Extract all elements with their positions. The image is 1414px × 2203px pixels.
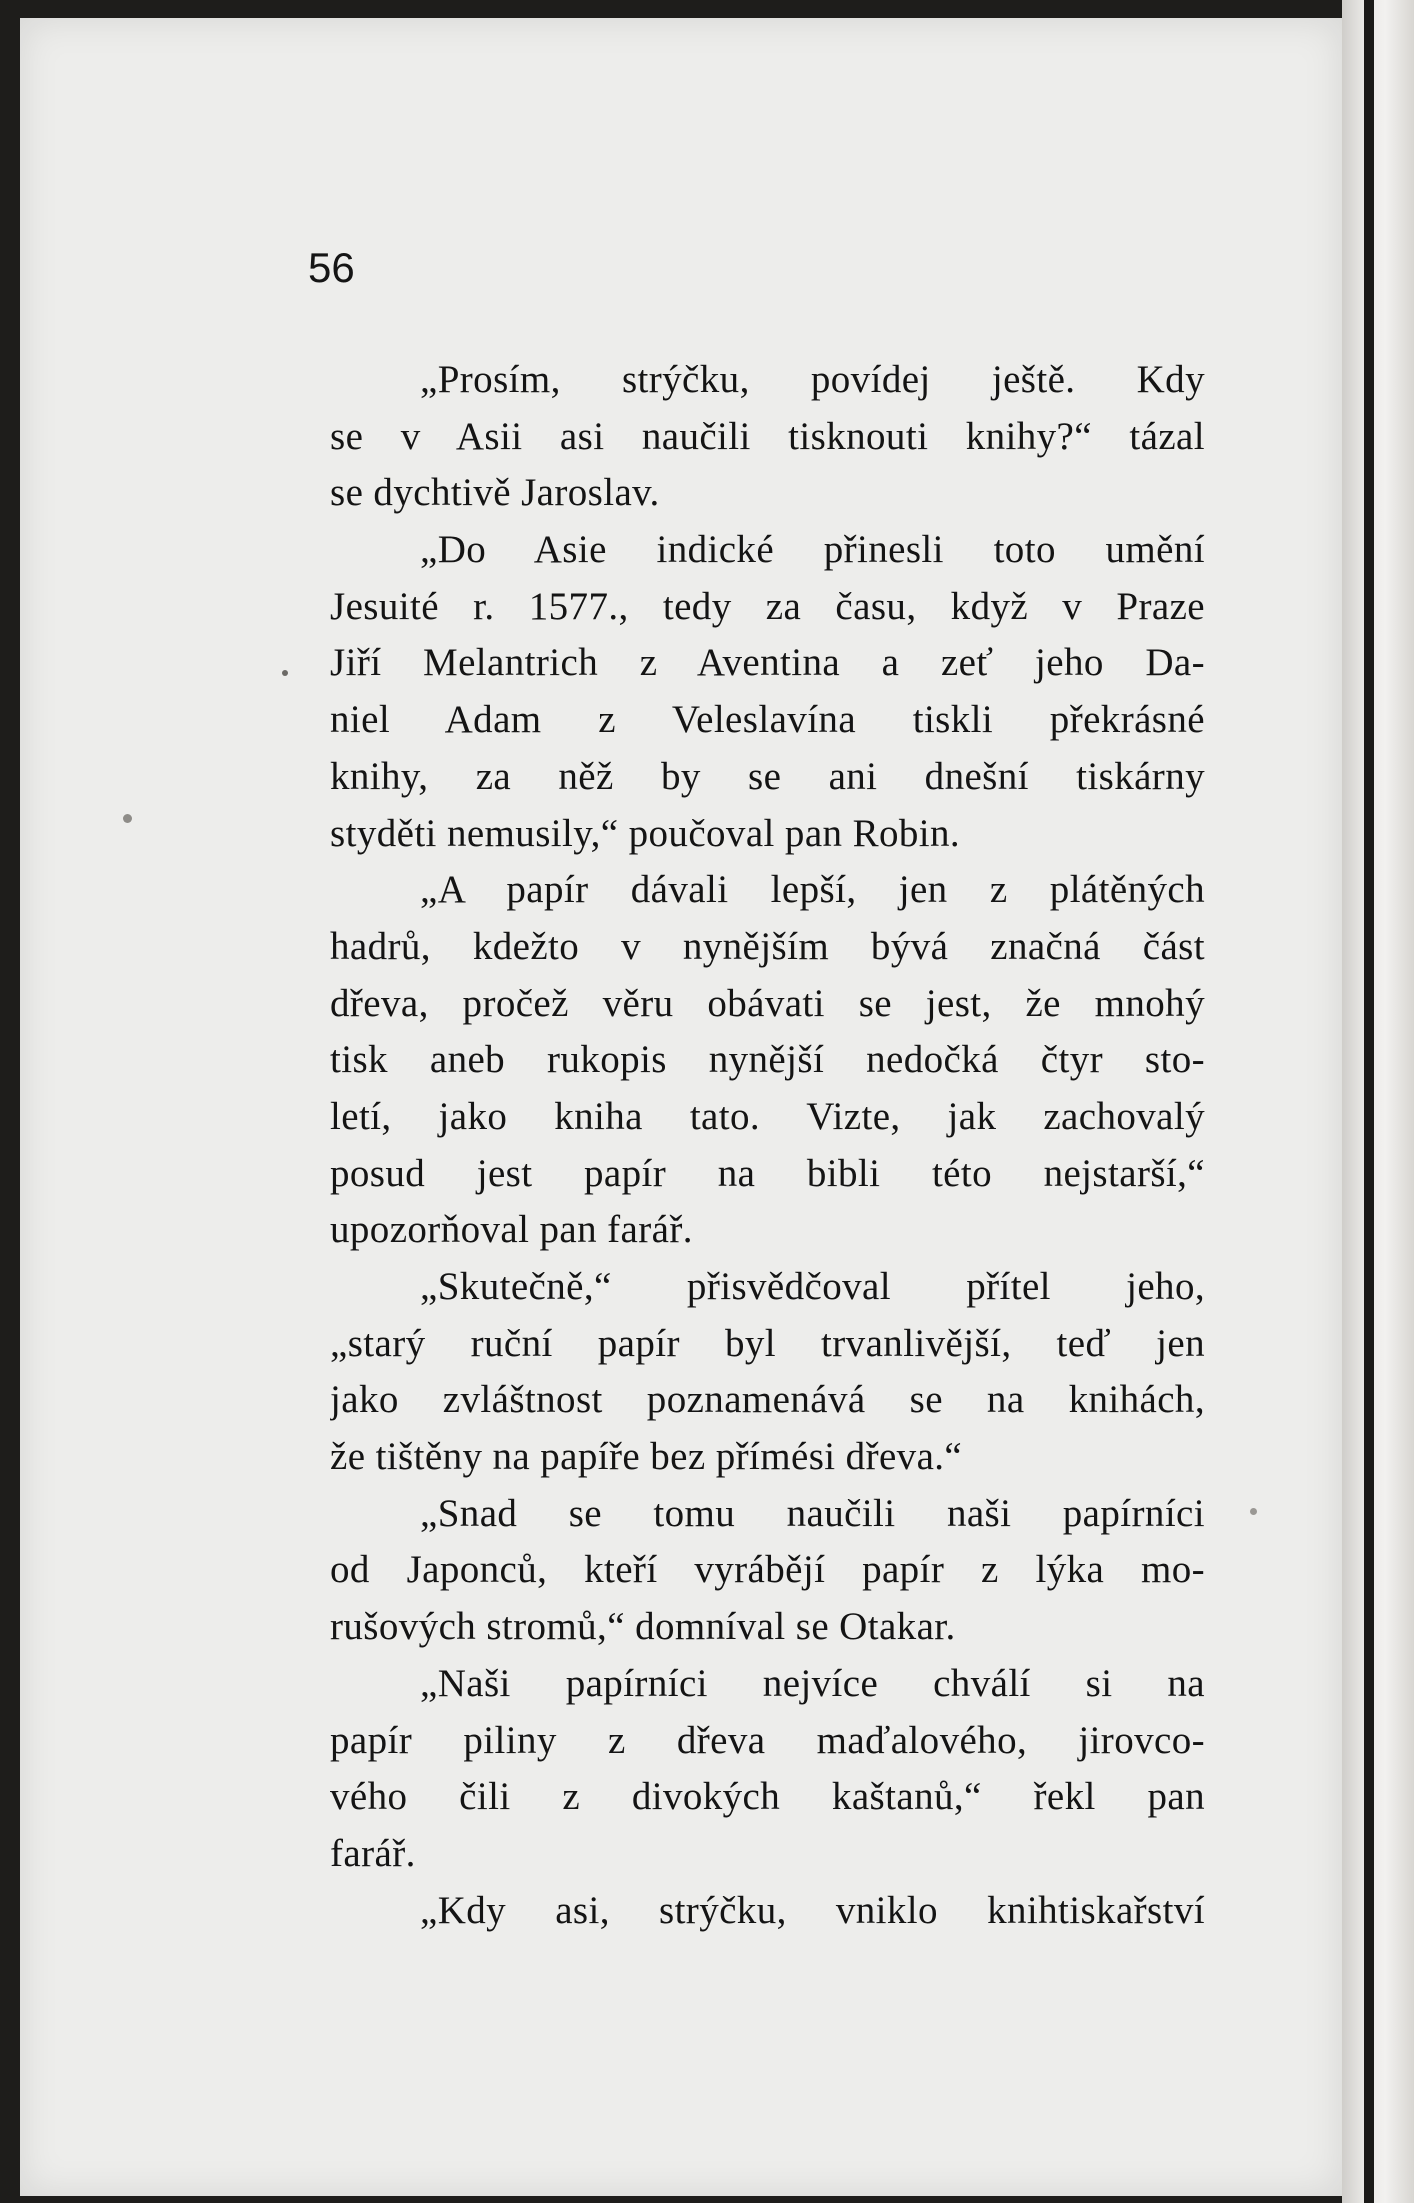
text-line: rušových stromů,“ domníval se Otakar. xyxy=(330,1605,956,1649)
text-line: „A papír dávali lepší, jen z plátěných xyxy=(420,868,1205,912)
paper-speck xyxy=(282,670,288,676)
body-text xyxy=(330,352,1205,1939)
paper-speck xyxy=(123,814,132,823)
text-line: jako zvláštnost poznamenává se na knihách, xyxy=(330,1378,1205,1422)
text-line: že tištěny na papíře bez přímési dřeva.“ xyxy=(330,1435,963,1479)
text-line: posud jest papír na bibli této nejstarší,“ xyxy=(330,1151,1205,1195)
paper-speck xyxy=(1250,1508,1257,1515)
text-line: se v Asii asi naučili tisknouti knihy?“ tázal xyxy=(330,414,1205,458)
text-line: hadrů, kdežto v nynějším bývá značná část xyxy=(330,924,1205,968)
text-line: „Kdy asi, strýčku, vniklo knihtiskařství xyxy=(420,1888,1205,1932)
text-line: Jesuité r. 1577., tedy za času, když v Praze xyxy=(330,584,1205,628)
book-edge xyxy=(1342,0,1414,2203)
text-line: „Do Asie indické přinesli toto umění xyxy=(420,528,1205,572)
text-line: papír piliny z dřeva maďalového, jirovco- xyxy=(330,1718,1205,1762)
text-line: farář. xyxy=(330,1831,416,1875)
text-line: „starý ruční papír byl trvanlivější, teď jen xyxy=(330,1321,1205,1365)
paper-sheet xyxy=(20,18,1342,2196)
text-line: Jiří Melantrich z Aventina a zeť jeho Da- xyxy=(330,641,1205,685)
text-line: se dychtivě Jaroslav. xyxy=(330,471,660,515)
text-line: „Snad se tomu naučili naši papírníci xyxy=(420,1491,1205,1535)
text-line: „Prosím, strýčku, povídej ještě. Kdy xyxy=(420,358,1205,401)
text-line: „Naši papírníci nejvíce chválí si na xyxy=(420,1661,1205,1705)
text-line: upozorňoval pan farář. xyxy=(330,1208,693,1252)
text-line: niel Adam z Veleslavína tiskli překrásné xyxy=(330,698,1205,742)
text-line: vého čili z divokých kaštanů,“ řekl pan xyxy=(330,1775,1205,1819)
text-line: letí, jako kniha tato. Vizte, jak zachovalý xyxy=(330,1094,1205,1138)
page-number: 56 xyxy=(308,244,355,291)
text-line: styděti nemusily,“ poučoval pan Robin. xyxy=(330,811,961,855)
text-line: „Skutečně,“ přisvědčoval přítel jeho, xyxy=(420,1265,1205,1308)
text-line: od Japonců, kteří vyrábějí papír z lýka mo- xyxy=(330,1548,1205,1592)
edge-shadow xyxy=(1364,0,1374,2203)
text-line: knihy, za něž by se ani dnešní tiskárny xyxy=(330,754,1205,798)
text-line: dřeva, pročež věru obávati se jest, že mnohý xyxy=(330,981,1205,1025)
text-line: tisk aneb rukopis nynější nedočká čtyr sto- xyxy=(330,1038,1205,1082)
